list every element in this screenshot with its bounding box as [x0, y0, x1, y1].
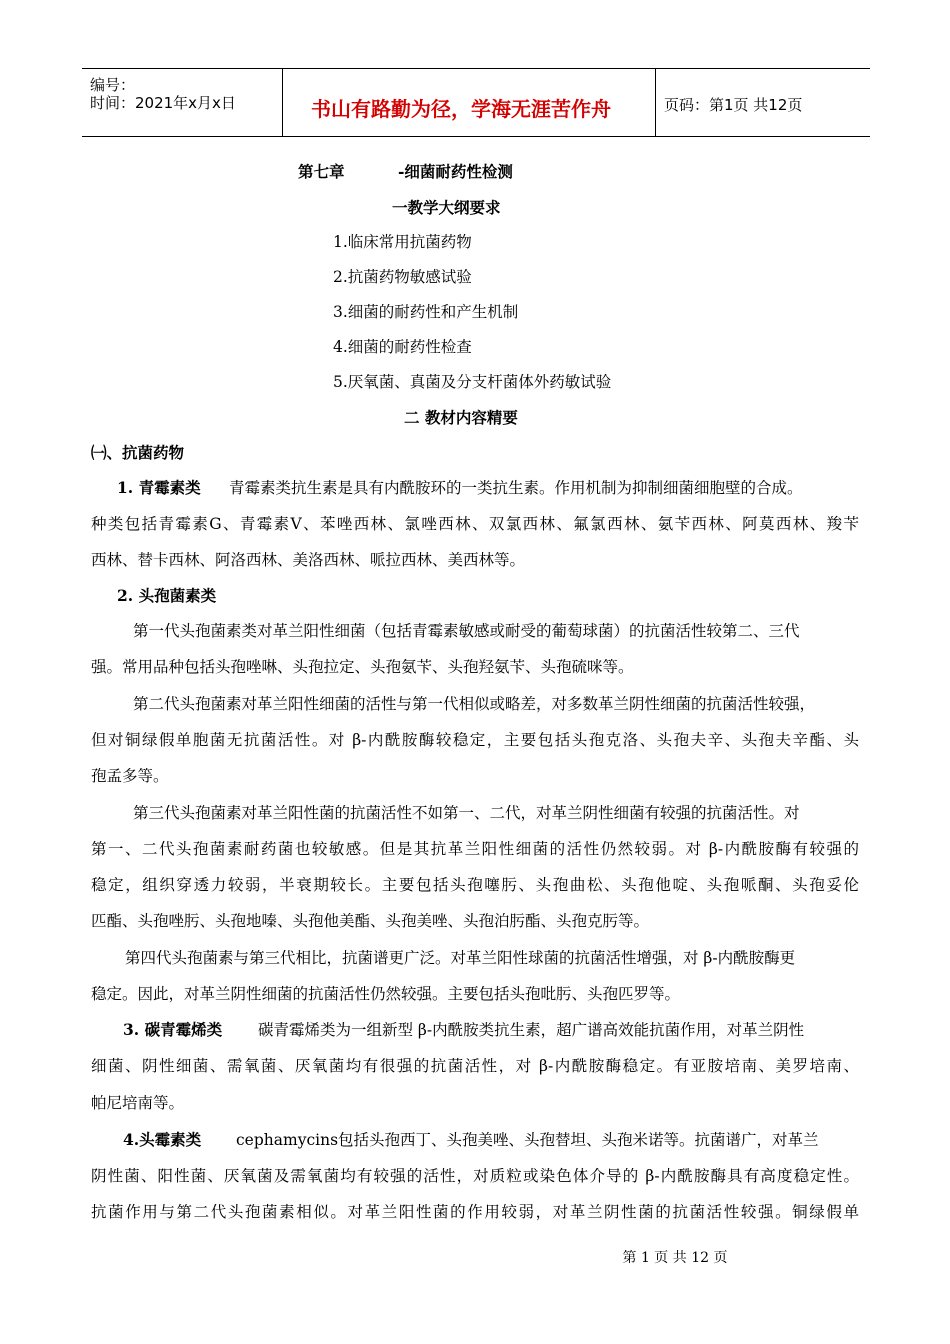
header-page-cell: [656, 69, 870, 136]
outline-item: 1.临床常用抗菌药物: [333, 233, 472, 251]
header-meta-cell: [82, 69, 283, 136]
page-footer: [0, 1247, 950, 1267]
paragraph-line: 西林、替卡西林、阿洛西林、美洛西林、哌拉西林、美西林等。: [91, 551, 526, 569]
header-motto-cell: [283, 69, 656, 136]
paragraph-line: 帕尼培南等。: [91, 1094, 185, 1112]
paragraph-line: 第一代头孢菌素类对革兰阳性细菌（包括青霉素敏感或耐受的葡萄球菌）的抗菌活性较第二、三代: [133, 622, 800, 640]
outline-item: 2.抗菌药物敏感试验: [333, 268, 472, 286]
paragraph-line: 第二代头孢菌素对革兰阳性细菌的活性与第一代相似或略差，对多数革兰阴性细菌的抗菌活性较强，: [133, 695, 816, 713]
page-label: 页码：第1页 共12页: [664, 96, 803, 114]
outline-item: 4.细菌的耐药性检查: [333, 338, 472, 356]
paragraph-line: 种类包括青霉素G、青霉素V、苯唑西林、氯唑西林、双氯西林、氟氯西林、氨苄西林、阿莫西林、羧苄: [91, 515, 859, 533]
outline-item: 3.细菌的耐药性和产生机制: [333, 303, 519, 321]
section-heading-1: 一教学大纲要求: [392, 198, 501, 217]
chapter-number: 第七章: [298, 162, 345, 181]
section-heading-2: 二 教材内容精要: [404, 408, 518, 427]
paragraph-line: cephamycins包括头孢西丁、头孢美唑、头孢替坦、头孢米诺等。抗菌谱广，对革兰: [236, 1131, 819, 1149]
paragraph-line: 抗菌作用与第二代头孢菌素相似。对革兰阳性菌的作用较弱，对革兰阴性菌的抗菌活性较强。铜绿假单: [91, 1203, 859, 1221]
paragraph-line: 碳青霉烯类为一组新型 β-内酰胺类抗生素，超广谱高效能抗菌作用，对革兰阴性: [258, 1021, 805, 1039]
paragraph-line: 阴性菌、阳性菌、厌氧菌及需氧菌均有较强的活性，对质粒或染色体介导的 β-内酰胺酶具有高度稳定性。: [91, 1167, 859, 1185]
paragraph-line: 稳定。因此，对革兰阴性细菌的抗菌活性仍然较强。主要包括头孢吡肟、头孢匹罗等。: [91, 985, 681, 1003]
subsection-heading: ㈠、抗菌药物: [91, 443, 185, 462]
drug-class-label: 4.头霉素类: [123, 1130, 202, 1149]
drug-class-label: 2. 头孢菌素类: [117, 586, 217, 605]
drug-class-label: 3. 碳青霉烯类: [123, 1020, 223, 1039]
paragraph-line: 孢孟多等。: [91, 767, 169, 785]
paragraph-line: 第三代头孢菌素对革兰阳性菌的抗菌活性不如第一、二代，对革兰阴性细菌有较强的抗菌活性。对: [133, 804, 800, 822]
paragraph-line: 匹酯、头孢唑肟、头孢地嗪、头孢他美酯、头孢美唑、头孢泊肟酯、头孢克肟等。: [91, 912, 650, 930]
page-header: [82, 68, 870, 137]
paragraph-line: 第一、二代头孢菌素耐药菌也较敏感。但是其抗革兰阳性细菌的活性仍然较弱。对 β-内酰胺酶有较强的: [91, 840, 859, 858]
paragraph-line: 细菌、阴性细菌、需氧菌、厌氧菌均有很强的抗菌活性，对 β-内酰胺酶稳定。有亚胺培南、美罗培南、: [91, 1057, 859, 1075]
paragraph-line: 强。常用品种包括头孢唑啉、头孢拉定、头孢氨苄、头孢羟氨苄、头孢硫咪等。: [91, 658, 634, 676]
paragraph-line: 青霉素类抗生素是具有内酰胺环的一类抗生素。作用机制为抑制细菌细胞壁的合成。: [229, 479, 803, 497]
paragraph-line: 第四代头孢菌素与第三代相比，抗菌谱更广泛。对革兰阳性球菌的抗菌活性增强，对 β-内酰胺酶更: [125, 949, 796, 967]
motto-text: 书山有路勤为径，学海无涯苦作舟: [311, 97, 611, 121]
date-label: 时间：2021年x月x日: [90, 94, 236, 112]
paragraph-line: 但对铜绿假单胞菌无抗菌活性。对 β-内酰胺酶较稳定，主要包括头孢克洛、头孢夫辛、头孢夫辛酯、头: [91, 731, 859, 749]
drug-class-label: 1. 青霉素类: [117, 478, 201, 497]
chapter-title: -细菌耐药性检测: [398, 162, 513, 181]
number-label: 编号：: [90, 76, 136, 94]
outline-item: 5.厌氧菌、真菌及分支杆菌体外药敏试验: [333, 373, 612, 391]
footer-page-number: 第 1 页 共 12 页: [622, 1250, 728, 1266]
paragraph-line: 稳定，组织穿透力较弱，半衰期较长。主要包括头孢噻肟、头孢曲松、头孢他啶、头孢哌酮、头孢妥伦: [91, 876, 859, 894]
